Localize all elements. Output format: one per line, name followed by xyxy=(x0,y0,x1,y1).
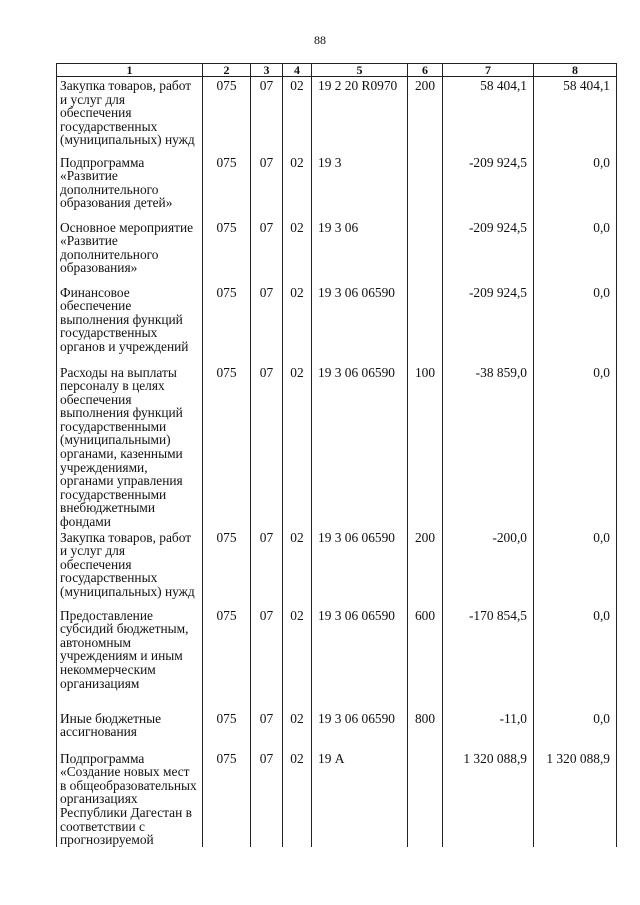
code-section: 07 xyxy=(251,710,283,750)
table-row xyxy=(57,284,617,364)
row-name: Закупка товаров, работ и услуг для обеспечения государственных (муниципальных) нужд xyxy=(57,529,203,607)
column-header: 2 xyxy=(203,64,251,77)
table-row xyxy=(57,529,617,607)
code-section: 07 xyxy=(251,154,283,219)
amount-col8: 0,0 xyxy=(534,154,617,219)
amount-col7: 1 320 088,9 xyxy=(443,750,534,847)
table-row xyxy=(57,77,617,154)
row-name: Иные бюджетные ассигнования xyxy=(57,710,203,750)
code-section: 07 xyxy=(251,364,283,529)
amount-col7: -209 924,5 xyxy=(443,154,534,219)
table-header-row xyxy=(57,64,617,77)
code-subsection: 02 xyxy=(283,154,312,219)
amount-col8: 0,0 xyxy=(534,219,617,284)
code-admin: 075 xyxy=(203,364,251,529)
column-header: 8 xyxy=(534,64,617,77)
amount-col7: 58 404,1 xyxy=(443,77,534,154)
code-subsection: 02 xyxy=(283,607,312,710)
table-row xyxy=(57,219,617,284)
code-expense-type: 200 xyxy=(408,77,443,154)
code-target-article: 19 3 xyxy=(312,154,408,219)
amount-col7: -170 854,5 xyxy=(443,607,534,710)
code-subsection: 02 xyxy=(283,750,312,847)
table-row xyxy=(57,154,617,219)
code-expense-type xyxy=(408,284,443,364)
row-name: Подпрограмма «Развитие дополнительного образования детей» xyxy=(57,154,203,219)
code-subsection: 02 xyxy=(283,77,312,154)
code-admin: 075 xyxy=(203,77,251,154)
code-section: 07 xyxy=(251,77,283,154)
code-target-article: 19 3 06 06590 xyxy=(312,284,408,364)
code-expense-type xyxy=(408,154,443,219)
amount-col7: -209 924,5 xyxy=(443,219,534,284)
code-target-article: 19 3 06 06590 xyxy=(312,364,408,529)
code-admin: 075 xyxy=(203,710,251,750)
code-admin: 075 xyxy=(203,219,251,284)
code-target-article: 19 3 06 06590 xyxy=(312,710,408,750)
code-admin: 075 xyxy=(203,284,251,364)
code-expense-type: 600 xyxy=(408,607,443,710)
page-number: 88 xyxy=(314,33,326,47)
code-section: 07 xyxy=(251,750,283,847)
code-expense-type: 200 xyxy=(408,529,443,607)
code-expense-type xyxy=(408,219,443,284)
amount-col7: -11,0 xyxy=(443,710,534,750)
code-target-article: 19 2 20 R0970 xyxy=(312,77,408,154)
amount-col8: 0,0 xyxy=(534,284,617,364)
column-header: 3 xyxy=(251,64,283,77)
code-target-article: 19 3 06 06590 xyxy=(312,529,408,607)
code-section: 07 xyxy=(251,607,283,710)
amount-col8: 0,0 xyxy=(534,710,617,750)
code-section: 07 xyxy=(251,529,283,607)
amount-col7: -209 924,5 xyxy=(443,284,534,364)
code-section: 07 xyxy=(251,219,283,284)
amount-col8: 0,0 xyxy=(534,607,617,710)
column-header: 1 xyxy=(57,64,203,77)
amount-col8: 58 404,1 xyxy=(534,77,617,154)
code-subsection: 02 xyxy=(283,710,312,750)
table-row xyxy=(57,710,617,750)
code-subsection: 02 xyxy=(283,284,312,364)
code-admin: 075 xyxy=(203,529,251,607)
code-target-article: 19 3 06 06590 xyxy=(312,607,408,710)
code-target-article: 19 А xyxy=(312,750,408,847)
code-section: 07 xyxy=(251,284,283,364)
row-name: Закупка товаров, работ и услуг для обеспечения государственных (муниципальных) нужд xyxy=(57,77,203,154)
amount-col8: 0,0 xyxy=(534,364,617,529)
row-name: Финансовое обеспечение выполнения функций государственных органов и учреждений xyxy=(57,284,203,364)
code-subsection: 02 xyxy=(283,529,312,607)
table-row xyxy=(57,750,617,847)
code-admin: 075 xyxy=(203,750,251,847)
table-row xyxy=(57,364,617,529)
code-expense-type: 800 xyxy=(408,710,443,750)
budget-table xyxy=(56,63,617,847)
code-admin: 075 xyxy=(203,154,251,219)
column-header: 5 xyxy=(312,64,408,77)
column-header: 6 xyxy=(408,64,443,77)
row-name: Подпрограмма «Создание новых мест в общеобразовательных организациях Республики Дагестан в соответствии с прогнозируемой xyxy=(57,750,203,847)
column-header: 7 xyxy=(443,64,534,77)
amount-col7: -38 859,0 xyxy=(443,364,534,529)
code-subsection: 02 xyxy=(283,364,312,529)
amount-col7: -200,0 xyxy=(443,529,534,607)
column-header: 4 xyxy=(283,64,312,77)
code-subsection: 02 xyxy=(283,219,312,284)
amount-col8: 0,0 xyxy=(534,529,617,607)
row-name: Основное мероприятие «Развитие дополнительного образования» xyxy=(57,219,203,284)
code-admin: 075 xyxy=(203,607,251,710)
row-name: Расходы на выплаты персоналу в целях обеспечения выполнения функций государственными (муниципальными) органами, казенными учреждениями, органами управления государственными внебюджетными фондами xyxy=(57,364,203,529)
row-name: Предоставление субсидий бюджетным, автономным учреждениям и иным некоммерческим организациям xyxy=(57,607,203,710)
code-expense-type: 100 xyxy=(408,364,443,529)
code-expense-type xyxy=(408,750,443,847)
amount-col8: 1 320 088,9 xyxy=(534,750,617,847)
code-target-article: 19 3 06 xyxy=(312,219,408,284)
table-row xyxy=(57,607,617,710)
